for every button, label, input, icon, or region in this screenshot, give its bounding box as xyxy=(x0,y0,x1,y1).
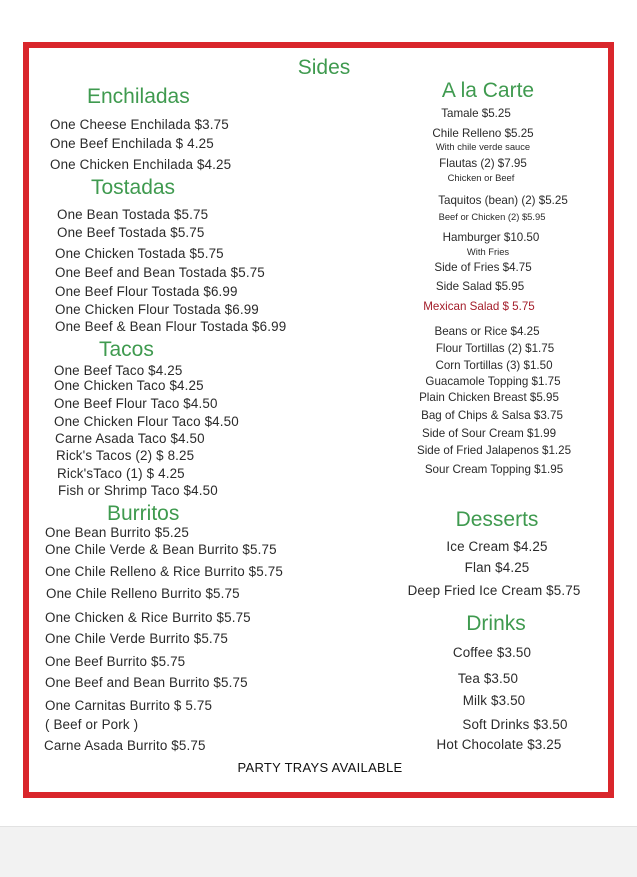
menu-item-highlight: Mexican Salad $ 5.75 xyxy=(423,300,535,313)
party-trays-notice: PARTY TRAYS AVAILABLE xyxy=(237,760,403,775)
burritos-heading: Burritos xyxy=(107,502,180,525)
menu-item: One Chile Verde & Bean Burrito $5.75 xyxy=(45,542,277,557)
menu-title: Sides xyxy=(297,56,351,79)
menu-item: One Bean Burrito $5.25 xyxy=(45,525,189,540)
scan-margin xyxy=(0,826,637,877)
menu-item: One Beef & Bean Flour Tostada $6.99 xyxy=(55,319,287,334)
drinks-heading: Drinks xyxy=(466,612,526,635)
menu-item: Flautas (2) $7.95 xyxy=(439,157,527,170)
menu-item: Plain Chicken Breast $5.95 xyxy=(419,391,559,404)
menu-item: One Beef Flour Tostada $6.99 xyxy=(55,284,238,299)
menu-item: One Beef Burrito $5.75 xyxy=(45,654,186,669)
menu-item: Rick's Tacos (2) $ 8.25 xyxy=(56,448,195,463)
menu-item: Side of Fried Jalapenos $1.25 xyxy=(416,444,572,457)
menu-item-note: Beef or Chicken (2) $5.95 xyxy=(438,211,546,222)
menu-item: Side Salad $5.95 xyxy=(435,280,525,293)
menu-item: One Chile Verde Burrito $5.75 xyxy=(45,631,228,646)
menu-item: Bag of Chips & Salsa $3.75 xyxy=(421,409,563,422)
menu-item-note: With chile verde sauce xyxy=(435,141,531,152)
menu-item: Carne Asada Burrito $5.75 xyxy=(44,738,206,753)
menu-item: Ice Cream $4.25 xyxy=(446,539,548,554)
enchiladas-heading: Enchiladas xyxy=(87,85,190,108)
menu-item: Flour Tortillas (2) $1.75 xyxy=(435,342,555,355)
menu-item: Tamale $5.25 xyxy=(441,107,511,120)
menu-item: One Beef and Bean Burrito $5.75 xyxy=(45,675,248,690)
menu-item: Coffee $3.50 xyxy=(452,645,532,660)
menu-item: Carne Asada Taco $4.50 xyxy=(55,431,205,446)
tostadas-heading: Tostadas xyxy=(91,176,176,199)
menu-item: One Beef Taco $4.25 xyxy=(54,363,183,378)
menu-item-note: With Fries xyxy=(466,246,510,257)
menu-item: Tea $3.50 xyxy=(457,671,519,686)
menu-item: Guacamole Topping $1.75 xyxy=(425,375,561,388)
menu-item: One Chicken & Rice Burrito $5.75 xyxy=(45,610,251,625)
menu-item: One Beef and Bean Tostada $5.75 xyxy=(55,265,265,280)
menu-item: Flan $4.25 xyxy=(464,560,530,575)
menu-item: Corn Tortillas (3) $1.50 xyxy=(435,359,553,372)
menu-item-note: Chicken or Beef xyxy=(447,172,515,183)
menu-item: Fish or Shrimp Taco $4.50 xyxy=(58,483,218,498)
a-la-carte-heading: A la Carte xyxy=(441,79,535,102)
menu-item: Side of Sour Cream $1.99 xyxy=(421,427,557,440)
menu-item: One Bean Tostada $5.75 xyxy=(57,207,209,222)
menu-item: One Beef Tostada $5.75 xyxy=(57,225,205,240)
menu-item: One Cheese Enchilada $3.75 xyxy=(50,117,229,132)
menu-item: One Chicken Flour Tostada $6.99 xyxy=(55,302,259,317)
desserts-heading: Desserts xyxy=(455,508,539,531)
menu-item: One Chicken Taco $4.25 xyxy=(54,378,204,393)
menu-item: One Chicken Flour Taco $4.50 xyxy=(54,414,239,429)
menu-item: Soft Drinks $3.50 xyxy=(462,717,568,732)
menu-item: One Chile Relleno & Rice Burrito $5.75 xyxy=(45,564,283,579)
menu-item: One Chicken Enchilada $4.25 xyxy=(50,157,232,172)
menu-item: Sour Cream Topping $1.95 xyxy=(424,463,564,476)
menu-item: Hot Chocolate $3.25 xyxy=(436,737,562,752)
menu-item: Beans or Rice $4.25 xyxy=(434,325,540,338)
menu-item: Rick'sTaco (1) $ 4.25 xyxy=(57,466,185,481)
menu-item: One Carnitas Burrito $ 5.75 xyxy=(45,698,213,713)
menu-item: One Beef Enchilada $ 4.25 xyxy=(50,136,214,151)
tacos-heading: Tacos xyxy=(99,338,154,361)
menu-item: Hamburger $10.50 xyxy=(442,231,540,244)
menu-item: Deep Fried Ice Cream $5.75 xyxy=(407,583,581,598)
menu-item: Chile Relleno $5.25 xyxy=(432,127,534,140)
menu-item: One Chicken Tostada $5.75 xyxy=(55,246,224,261)
menu-item: One Chile Relleno Burrito $5.75 xyxy=(46,586,240,601)
menu-item: Taquitos (bean) (2) $5.25 xyxy=(438,194,568,207)
menu-item-note: ( Beef or Pork ) xyxy=(45,717,139,732)
menu-item: Milk $3.50 xyxy=(462,693,526,708)
menu-item: Side of Fries $4.75 xyxy=(434,261,532,274)
menu-item: One Beef Flour Taco $4.50 xyxy=(54,396,218,411)
